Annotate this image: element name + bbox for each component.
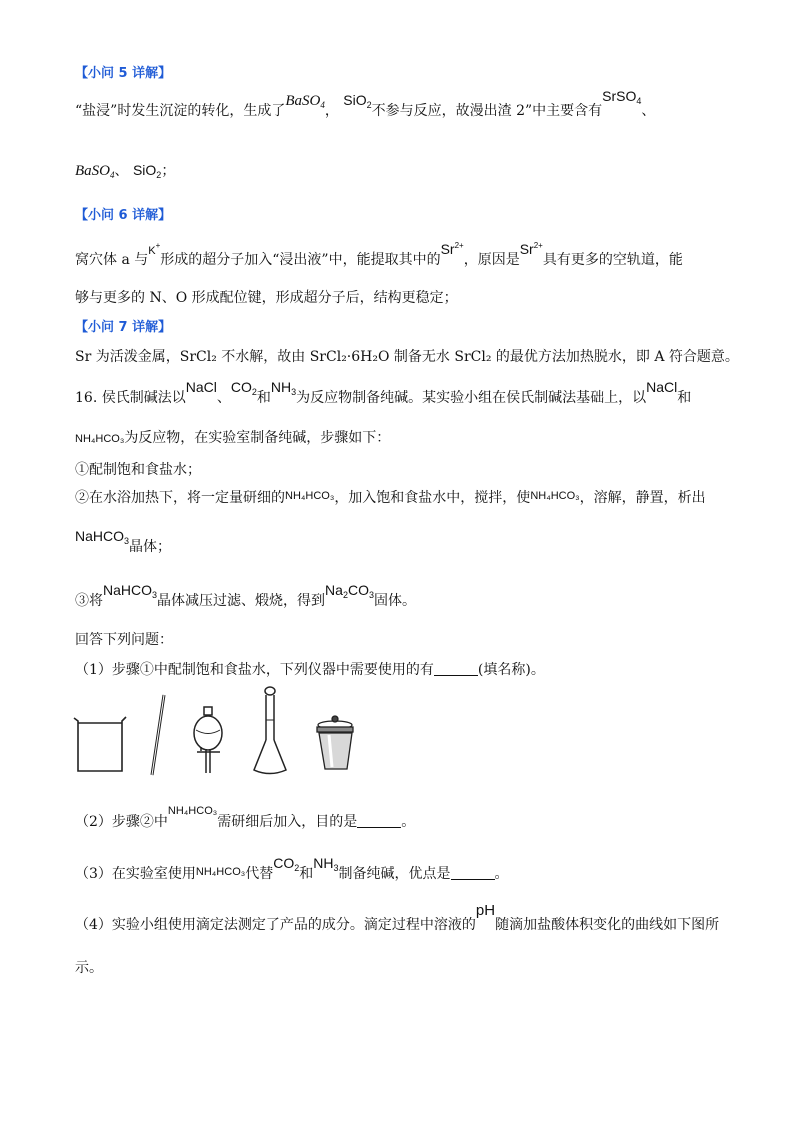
question-2: （2）步骤②中$^{NH_4HCO_3}$需研细后加入，目的是 。	[75, 805, 416, 830]
q7-header: 【小问 7 详解】	[75, 320, 172, 335]
nacl-formula-2: NaCl	[646, 379, 678, 395]
ph-symbol: pH	[475, 902, 496, 919]
baso4-formula-2: BaSO$_4$	[75, 163, 115, 180]
volumetric-flask-icon	[254, 687, 286, 774]
q6-header: 【小问 6 详解】	[75, 208, 172, 223]
question-4-line2: 示。	[75, 960, 103, 976]
answer-blank-1[interactable]	[434, 661, 478, 676]
q6-line1: 窝穴体 a 与$^{K^+}$形成的超分子加入“浸出液”中，能提取其中的$Sr^{2+}$，原因是$Sr^{2+}$具有更多的空轨道，能	[75, 241, 683, 268]
na2co3-formula: $Na_2CO_3$	[325, 582, 374, 600]
question-1: （1）步骤①中配制饱和食盐水，下列仪器中需要使用的有 (填名称)。	[75, 662, 545, 678]
glass-rod-icon	[152, 695, 164, 775]
sio2-formula: SiO$_2$	[343, 92, 372, 110]
co2-formula-2: $CO_2$	[273, 855, 300, 873]
answer-blank-2[interactable]	[357, 813, 401, 828]
nahco3-formula-2: NaHCO$_3$	[103, 582, 158, 600]
nacl-formula: NaCl	[185, 379, 217, 395]
q6-line2: 够与更多的 N、O 形成配位键，形成超分子后，结构更稳定；	[75, 290, 458, 306]
nh3-formula: $NH_3$	[270, 379, 297, 397]
baso4-formula: BaSO$_4$	[285, 93, 325, 110]
sr-ion: $Sr^{2+}$	[440, 241, 464, 257]
q16-line2: NH₄HCO₃为反应物，在实验室制备纯碱，步骤如下：	[75, 430, 391, 446]
step3: ③将NaHCO$_3$晶体减压过滤、煅烧，得到$Na_2CO_3$固体。	[75, 582, 416, 609]
q5-line2: BaSO$_4$、 SiO$_2$；	[75, 162, 176, 180]
apparatus-figure	[70, 685, 370, 780]
nh3-formula-2: $NH_3$	[313, 855, 339, 873]
question-3: （3）在实验室使用$^{NH_4HCO_3}$代替$CO_2$和$NH_3$制备纯碱，优点是 。	[75, 855, 509, 882]
nh4hco3-formula: NH₄HCO₃	[75, 433, 125, 445]
question-4-line1: （4）实验小组使用滴定法测定了产品的成分。滴定过程中溶液的pH随滴加盐酸体积变化的曲线如下图所	[75, 902, 720, 933]
separatory-funnel-icon	[194, 707, 222, 773]
nh4hco3-formula-2: NH₄HCO₃	[285, 490, 335, 502]
beaker-icon	[74, 717, 126, 771]
step1: ①配制饱和食盐水；	[75, 462, 201, 478]
sr-ion-2: $Sr^{2+}$	[519, 241, 543, 257]
q5-line1: “盐浸”时发生沉淀的转化，生成了BaSO$_4$， SiO$_2$不参与反应，故漫出渣 2”中主要含有SrSO$_4$、	[75, 88, 656, 119]
nh4hco3-formula-3: NH₄HCO₃	[530, 490, 580, 502]
nh4hco3-formula-4: NH₄HCO₃	[167, 805, 218, 817]
crucible-icon	[317, 716, 353, 769]
step2-line2: NaHCO$_3$晶体；	[75, 528, 172, 555]
srso4-formula: SrSO$_4$	[602, 88, 642, 106]
answer-blank-3[interactable]	[451, 865, 495, 880]
q16-line1: 16. 侯氏制碱法以NaCl、$CO_2$和$NH_3$为反应物制备纯碱。某实验小组在侯氏制碱法基础上，以NaCl和	[75, 379, 692, 406]
co2-formula: $CO_2$	[230, 379, 257, 397]
nh4hco3-formula-5: NH₄HCO₃	[195, 866, 246, 878]
answer-intro: 回答下列问题：	[75, 632, 173, 648]
k-ion: K+	[148, 241, 161, 257]
q7-line: Sr 为活泼金属，SrCl₂ 不水解，故由 SrCl₂·6H₂O 制备无水 SrCl₂ 的最优方法加热脱水，即 A 符合题意。	[75, 349, 739, 365]
q5-header: 【小问 5 详解】	[75, 66, 172, 81]
sio2-formula-2: SiO$_2$	[132, 162, 162, 180]
nahco3-formula: NaHCO$_3$	[75, 528, 130, 546]
step2-line1: ②在水浴加热下，将一定量研细的$^{NH_4HCO_3}$，加入饱和食盐水中，搅拌，使$^{NH_4HCO_3}$，溶解，静置，析出	[75, 490, 706, 506]
